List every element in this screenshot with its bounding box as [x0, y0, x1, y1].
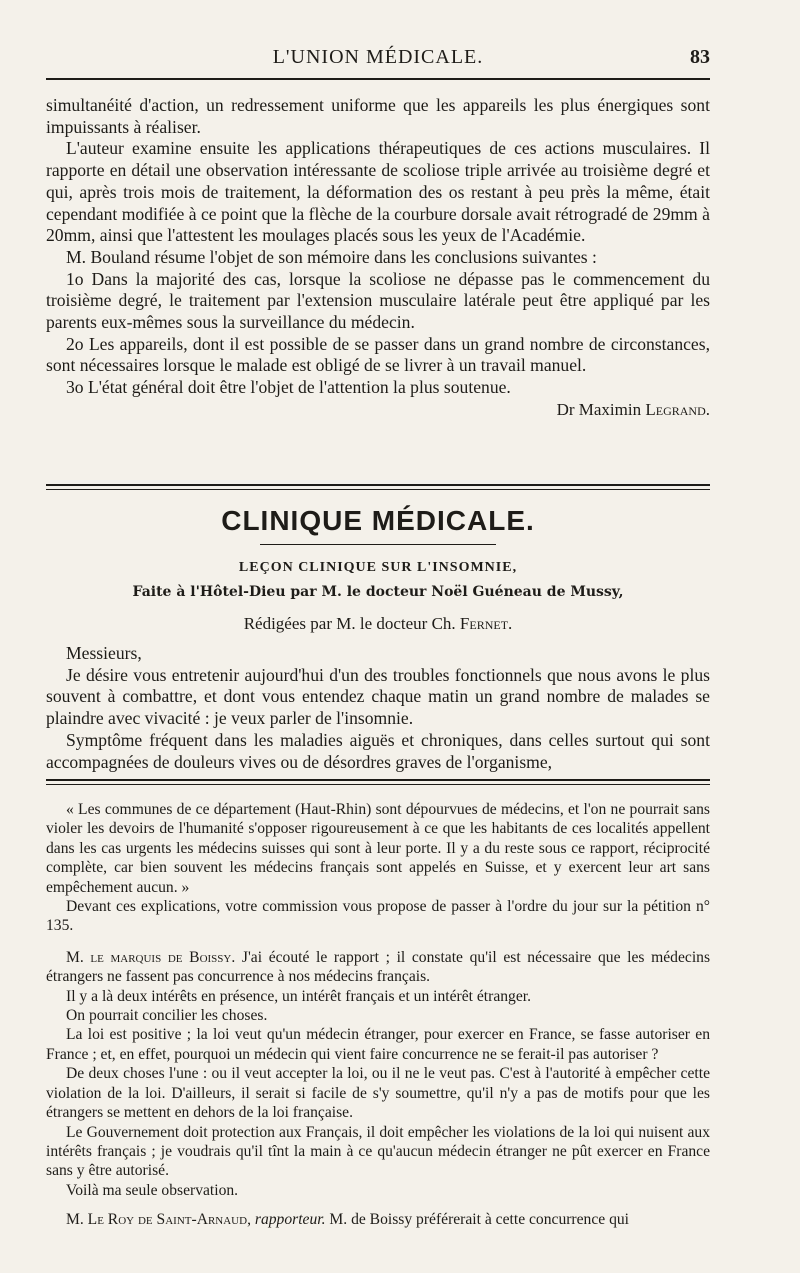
- speech: J'ai écouté le rapport ; il constate qu'il est nécessaire que les médecins étrangers ne fassent pas concurrence à nos médecins français.: [46, 948, 711, 986]
- debate-entry: Le Gouvernement doit protection aux Français, il doit empêcher les violations de la loi qui nuisent aux intérêts français ; je voudrais qu'il tînt la main à ce qu'aucun médecin étranger ne pût exercer en France sans y être autorisé.: [46, 1123, 710, 1180]
- debate-entry: Il y a là deux intérêts en présence, un intérêt français et un intérêt étranger.: [66, 987, 532, 1005]
- conclusion-item: 1o Dans la majorité des cas, lorsque la scoliose ne dépasse pas le commencement du troisième degré, le traitement par l'extension musculaire latérale peut être appliqué par les parents eux-mêmes sous la surveillance du médecin.: [46, 268, 710, 333]
- quotation: « Les communes de ce département (Haut-Rhin) sont dépourvues de médecins, et l'on ne pourrait sans violer les devoirs de l'humanité s'opposer rigoureusement à ce que les habitants de ces localités appellent dans les cas urgents les médecins suisses qui sont à leur porte. Il y a du reste sous ce rapport, réciprocité complète, car bien souvent les médecins français sont appelés en Suisse, et y exercent leur art sans empêchement aucun. »: [46, 801, 710, 896]
- speaker: M. le marquis de Boissy.: [66, 948, 236, 966]
- feuilleton-text: [46, 800, 710, 1230]
- lecture-text: [46, 643, 710, 773]
- lecture-byline: Faite à l'Hôtel-Dieu par M. le docteur Noël Guéneau de Mussy,: [132, 584, 624, 600]
- page: [46, 0, 710, 1273]
- author-signature: [46, 399, 710, 421]
- conclusion-item: 2o Les appareils, dont il est possible de se passer dans un grand nombre de circonstances, sont nécessaires lorsque le malade est obligé de se livrer à un travail manuel.: [46, 333, 710, 376]
- article-continuation: [46, 95, 710, 421]
- feuilleton-rule-thin: [46, 784, 710, 785]
- debate-entry: Voilà ma seule observation.: [66, 1181, 239, 1199]
- editor-prefix: Rédigées par M. le docteur Ch.: [243, 614, 456, 633]
- debate-entry: On pourrait concilier les choses.: [66, 1007, 268, 1025]
- debate-entry: La loi est positive ; la loi veut qu'un médecin étranger, pour exercer en France, se fasse autoriser en France ; et, en effet, pourquoi un médecin qui vient faire concurrence ne se ferait-il pas autoriser ?: [46, 1026, 710, 1063]
- editor-name: Fernet.: [459, 614, 513, 633]
- speech: M. de Boissy préférerait à cette concurrence qui: [329, 1211, 630, 1229]
- paragraph: L'auteur examine ensuite les applications thérapeutiques de ces actions musculaires. Il rapporte en détail une observation intéressante de scoliose triple arrivée au troisième degré et qui, après trois mois de traitement, la déformation des os restant à peu près la même, était cependant modifiée à ce point que la flèche de la courbure dorsale avait rétrogradé de 29mm à 20mm, ainsi que l'attestent les moulages placés sous les yeux de l'Académie.: [46, 138, 710, 246]
- section-rule-top-thin: [46, 489, 710, 490]
- debate-entry: De deux choses l'une : ou il veut accepter la loi, ou il ne le veut pas. C'est à l'autorité à empêcher cette violation de la loi. D'ailleurs, il serait si facile de s'y soumettre, qu'il n'y a pas de motifs pour que les étrangers se mettent en dehors de la loi française.: [46, 1065, 710, 1122]
- speaker-role: rapporteur.: [254, 1211, 326, 1229]
- debate-entry: [46, 1210, 710, 1229]
- journal-title: L'UNION MÉDICALE.: [272, 46, 484, 68]
- lecture-editor: [46, 614, 710, 634]
- paragraph: Devant ces explications, votre commission vous propose de passer à l'ordre du jour sur la pétition n° 135.: [46, 898, 710, 935]
- section-title: CLINIQUE MÉDICALE.: [221, 505, 535, 536]
- speaker: M. Le Roy de Saint-Arnaud,: [66, 1211, 251, 1229]
- debate-entry: [46, 948, 710, 987]
- lecture-title: LEÇON CLINIQUE SUR L'INSOMNIE,: [238, 560, 518, 575]
- paragraph: Symptôme fréquent dans les maladies aiguës et chroniques, dans celles surtout qui sont accompagnées de douleurs vives ou de désordres graves de l'organisme,: [46, 729, 710, 772]
- running-header: [46, 46, 710, 74]
- paragraph: simultanéité d'action, un redressement uniforme que les appareils les plus énergiques sont impuissants à réaliser.: [46, 95, 710, 137]
- conclusion-item: 3o L'état général doit être l'objet de l'attention la plus soutenue.: [66, 377, 511, 398]
- page-number: 83: [690, 46, 710, 68]
- signature-name: Legrand.: [645, 399, 710, 419]
- section-rule-top: [46, 484, 710, 486]
- paragraph: Je désire vous entretenir aujourd'hui d'un des troubles fonctionnels que nous avons le plus souvent à combattre, et dont vous entendez chaque matin un grand nombre de malades se plaindre avec vivacité : je veux parler de l'insomnie.: [46, 664, 710, 729]
- header-rule: [46, 78, 710, 80]
- paragraph: M. Bouland résume l'objet de son mémoire dans les conclusions suivantes :: [66, 246, 597, 267]
- section-title-underline: [260, 544, 496, 545]
- salutation: Messieurs,: [66, 643, 142, 663]
- feuilleton-rule: [46, 779, 710, 781]
- signature-prefix: Dr Maximin: [556, 399, 642, 419]
